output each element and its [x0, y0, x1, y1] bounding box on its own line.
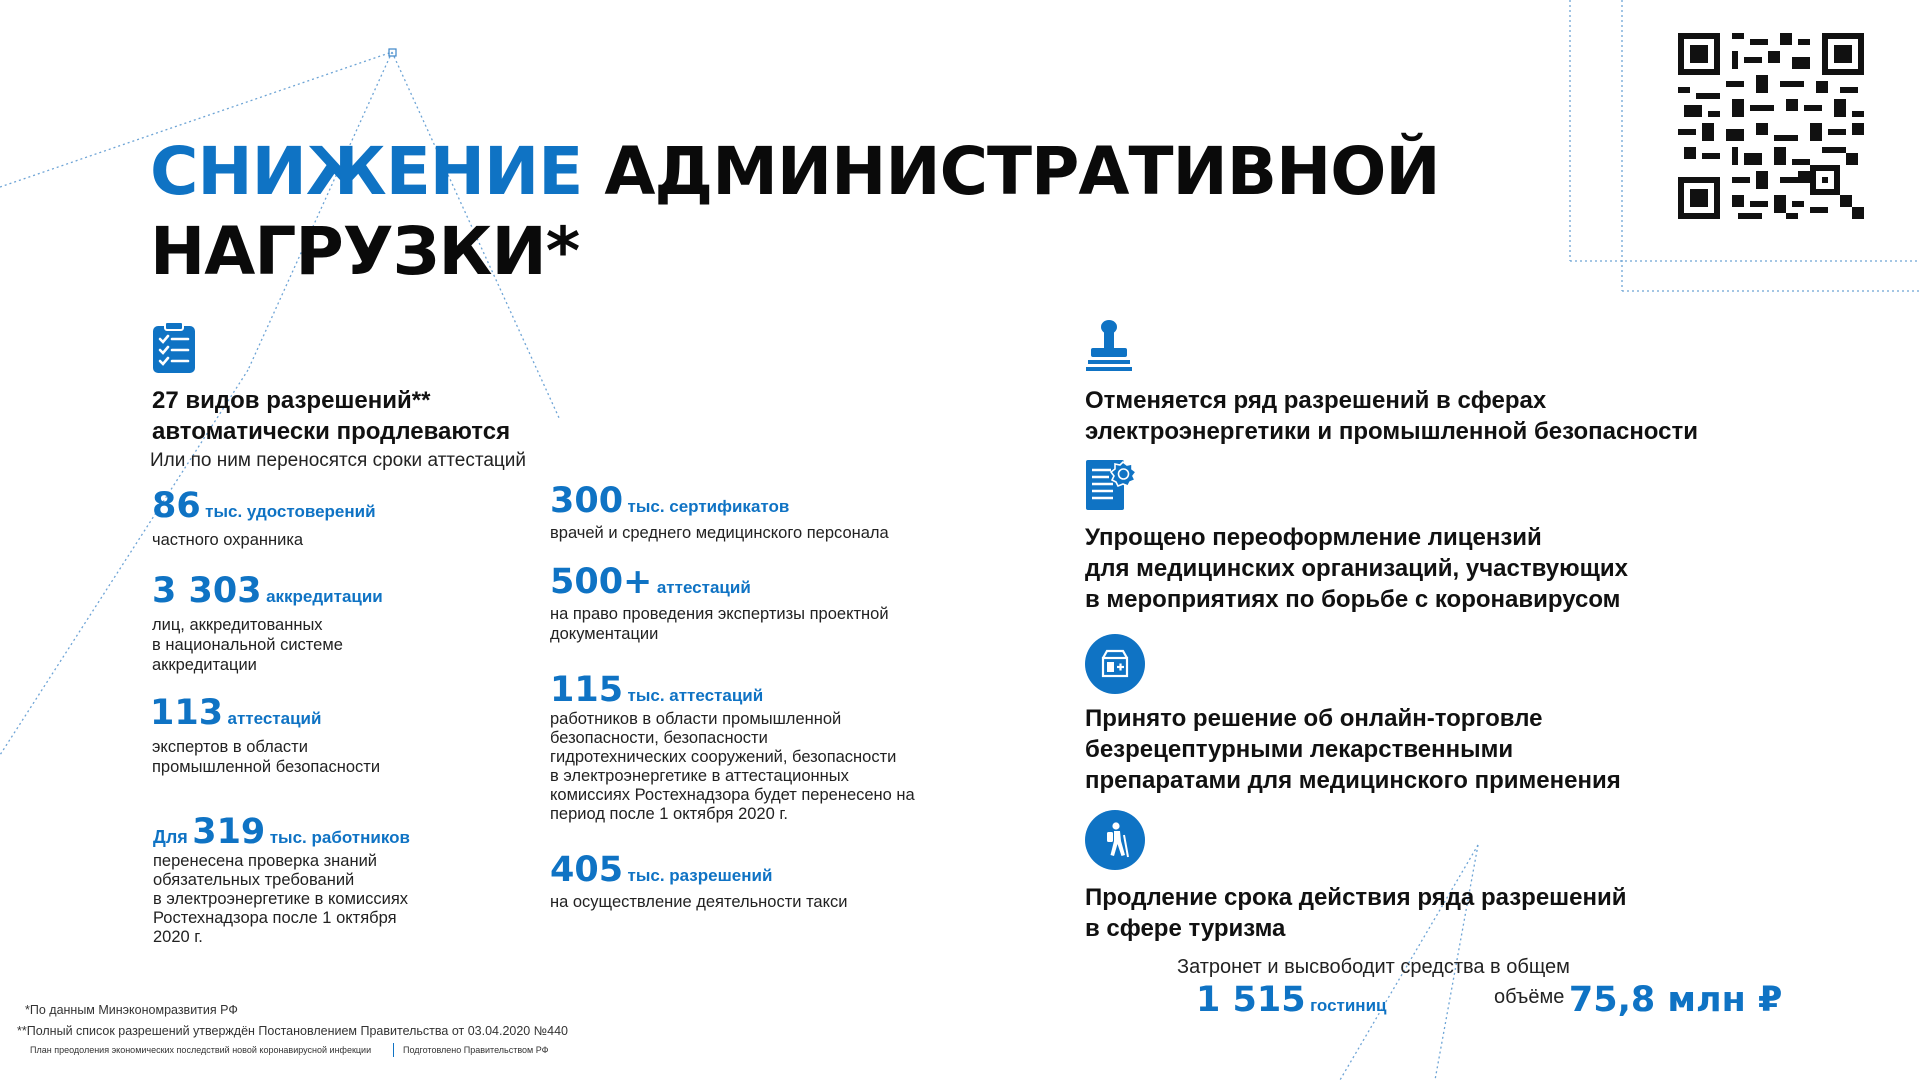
- title-line2: НАГРУЗКИ*: [150, 213, 580, 290]
- title-line1-rest: АДМИНИСТРАТИВНОЙ: [604, 133, 1440, 210]
- stat-desc-line: в электроэнергетике в комиссиях: [153, 890, 409, 908]
- right-item-2: [1085, 522, 1628, 615]
- hotels-stat: [1196, 980, 1386, 1020]
- permits-subheading: Или по ним переносятся сроки аттестаций: [150, 450, 527, 471]
- clipboard-checklist-icon: [152, 322, 196, 374]
- stat-unit: тыс. разрешений: [627, 866, 773, 885]
- right-item-line: Принято решение об онлайн-торговле: [1085, 705, 1543, 732]
- stat-number: 500+: [550, 562, 653, 602]
- title-accent: СНИЖЕНИЕ: [150, 133, 583, 210]
- stat-accreditations: [152, 571, 383, 675]
- right-item-line: Отменяется ряд разрешений в сферах: [1085, 387, 1547, 414]
- qr-code-icon[interactable]: [1678, 33, 1864, 219]
- stat-prefix: Для: [153, 827, 188, 847]
- stat-unit: тыс. аттестаций: [627, 686, 764, 705]
- stat-desc-line: безопасности, безопасности: [550, 729, 768, 747]
- stat-unit: тыс. сертификатов: [627, 497, 790, 516]
- stat-security-licenses: [152, 486, 376, 550]
- right-item-line: Упрощено переоформление лицензий: [1085, 524, 1542, 551]
- stat-unit: аттестаций: [656, 578, 751, 597]
- stat-desc-line: врачей и среднего медицинского персонала: [550, 524, 889, 542]
- stat-desc-line: работников в области промышленной: [550, 710, 842, 728]
- stat-desc-line: частного охранника: [152, 531, 304, 549]
- stat-unit: тыс. работников: [269, 828, 410, 847]
- hiker-icon: [1085, 810, 1145, 870]
- footnote-2: **Полный список разрешений утверждён Постановлением Правительства от 03.04.2020 №440: [17, 1024, 568, 1038]
- volume-stat: [1494, 980, 1782, 1020]
- stat-number: 405: [550, 850, 624, 890]
- stat-desc-line: экспертов в области: [152, 738, 308, 756]
- right-item-line: в мероприятиях по борьбе с коронавирусом: [1085, 586, 1621, 613]
- right-item-line: Продление срока действия ряда разрешений: [1085, 884, 1627, 911]
- stat-unit: тыс. удостоверений: [205, 502, 376, 521]
- hotels-unit: гостиниц: [1310, 996, 1387, 1015]
- stat-workers: [153, 812, 410, 947]
- stat-unit: аттестаций: [227, 709, 322, 728]
- permits-heading-line1: 27 видов разрешений**: [152, 387, 431, 414]
- footer-plan: План преодоления экономических последствий новой коронавирусной инфекции: [30, 1045, 372, 1055]
- footer-divider: [393, 1043, 394, 1057]
- stamp-icon: [1085, 320, 1133, 372]
- stat-desc-line: 2020 г.: [153, 928, 203, 946]
- stat-number: 113: [150, 693, 224, 733]
- pharmacy-box-icon: [1085, 634, 1145, 694]
- permits-heading: [152, 385, 510, 447]
- stat-desc-line: обязательных требований: [153, 871, 355, 889]
- right-item-4: [1085, 882, 1627, 944]
- stat-number: 3 303: [152, 571, 262, 611]
- right-item-1: [1085, 385, 1698, 447]
- stat-desc-line: период после 1 октября 2020 г.: [550, 805, 788, 823]
- stat-expertise-attestations: [550, 562, 889, 644]
- stat-desc-line: промышленной безопасности: [152, 758, 381, 776]
- right-item-line: для медицинских организаций, участвующих: [1085, 555, 1628, 582]
- stat-desc-line: на право проведения экспертизы проектной: [550, 605, 889, 623]
- footer-prepared: Подготовлено Правительством РФ: [403, 1045, 549, 1055]
- stat-unit: аккредитации: [266, 587, 383, 606]
- right-item-3: [1085, 703, 1621, 796]
- right-item-line: в сфере туризма: [1085, 915, 1286, 942]
- certificate-icon: [1085, 458, 1137, 512]
- stat-desc-line: аккредитации: [152, 656, 257, 674]
- stat-desc-line: в электроэнергетике в аттестационных: [550, 767, 849, 785]
- footnote-1: *По данным Минэкономразвития РФ: [25, 1003, 238, 1017]
- stat-desc-line: Ростехнадзора после 1 октября: [153, 909, 397, 927]
- stat-number: 319: [192, 812, 266, 852]
- stat-medical-certificates: [550, 481, 889, 543]
- stat-desc-line: перенесена проверка знаний: [153, 852, 378, 870]
- stat-industrial-attestations: [550, 670, 915, 824]
- stat-desc-line: в национальной системе: [152, 636, 343, 654]
- right-item-line: безрецептурными лекарственными: [1085, 736, 1514, 763]
- page-title: [150, 132, 1440, 292]
- stat-taxi-permits: [550, 850, 847, 912]
- right-item-line: электроэнергетики и промышленной безопасности: [1085, 418, 1699, 445]
- stat-number: 300: [550, 481, 624, 521]
- stat-number: 115: [550, 670, 624, 710]
- permits-heading-line2: автоматически продлеваются: [152, 418, 511, 445]
- stat-expert-attestations: [150, 693, 380, 777]
- hotels-number: 1 515: [1196, 980, 1306, 1020]
- volume-label: объёме: [1494, 986, 1565, 1008]
- stat-desc-line: гидротехнических сооружений, безопасности: [550, 748, 897, 766]
- tourism-note: Затронет и высвободит средства в общем: [1177, 956, 1570, 978]
- stat-number: 86: [152, 486, 201, 526]
- stat-desc-line: лиц, аккредитованных: [152, 616, 323, 634]
- stat-desc-line: комиссиях Ростехнадзора будет перенесено на: [550, 786, 915, 804]
- volume-value: 75,8 млн ₽: [1568, 980, 1783, 1020]
- stat-desc-line: документации: [550, 625, 659, 643]
- stat-desc-line: на осуществление деятельности такси: [550, 893, 848, 911]
- right-item-line: препаратами для медицинского применения: [1085, 767, 1621, 794]
